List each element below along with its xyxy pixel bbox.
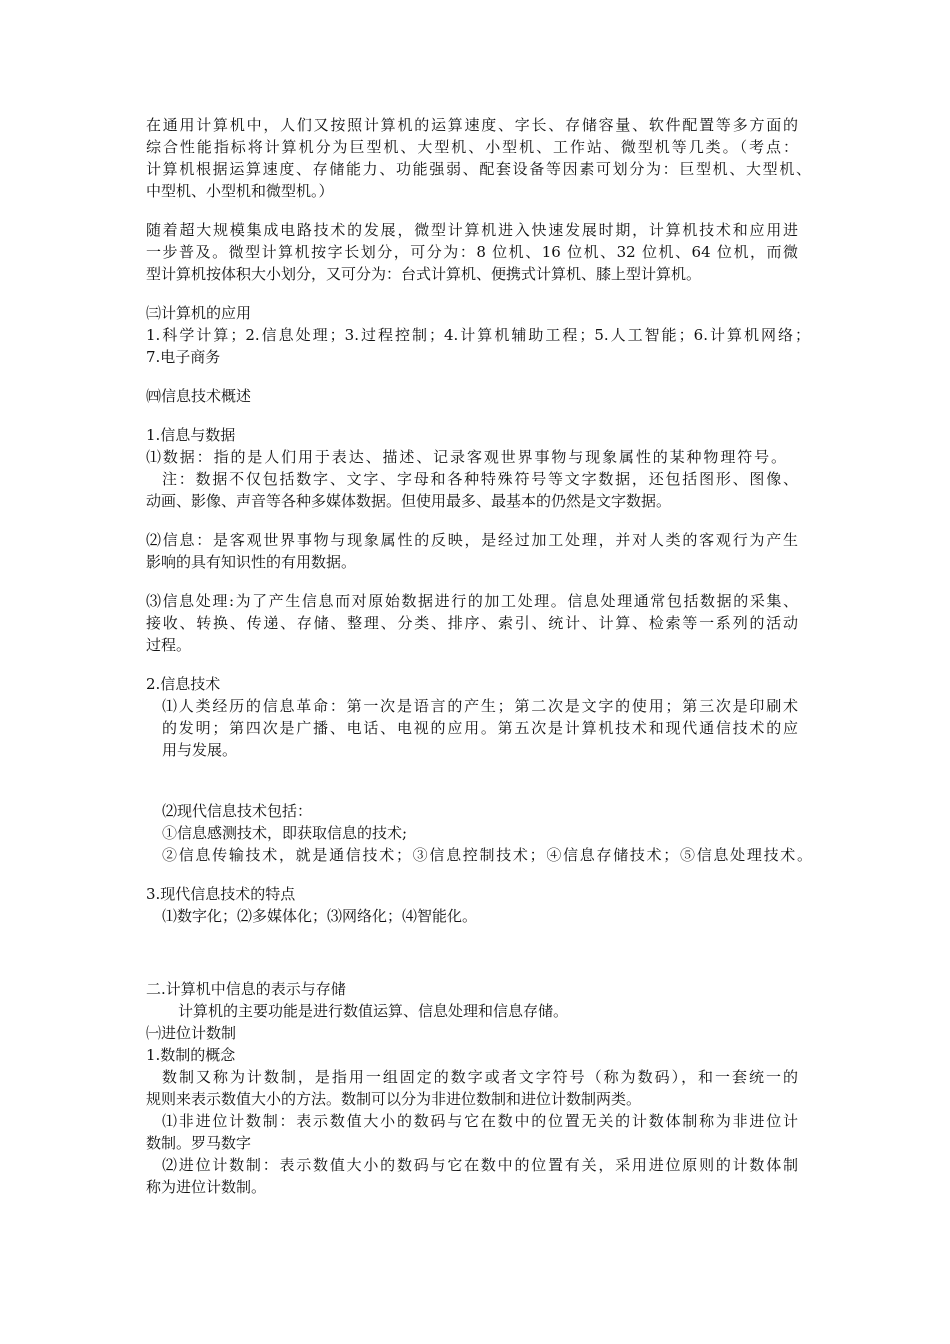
text-line: 中型机、小型机和微型机。） <box>146 182 334 200</box>
subsection-heading: 2.信息技术 <box>146 675 221 693</box>
text-line: 用与发展。 <box>162 741 238 759</box>
subsection-heading: 1.数制的概念 <box>146 1046 236 1064</box>
text-line: 注：数据不仅包括数字、文字、字母和各种特殊符号等文字数据，还包括图形、图像、 <box>162 470 798 488</box>
section-heading: ㈠进位计数制 <box>146 1024 237 1042</box>
text-line: 影响的具有知识性的有用数据。 <box>146 553 357 571</box>
text-line: ⑶信息处理:为了产生信息而对原始数据进行的加工处理。信息处理通常包括数据的采集、 <box>146 592 798 610</box>
text-line: ⑵信息：是客观世界事物与现象属性的反映，是经过加工处理，并对人类的客观行为产生 <box>146 531 798 549</box>
text-line: 随着超大规模集成电路技术的发展，微型计算机进入快速发展时期，计算机技术和应用进 <box>146 221 798 239</box>
text-line: 的发明；第四次是广播、电话、电视的应用。第五次是计算机技术和现代通信技术的应 <box>162 719 798 737</box>
text-line: 在通用计算机中，人们又按照计算机的运算速度、字长、存储容量、软件配置等多方面的 <box>146 116 798 134</box>
subsection-heading: 1.信息与数据 <box>146 426 236 444</box>
text-line: ⑴数据：指的是人们用于表达、描述、记录客观世界事物与现象属性的某种物理符号。 <box>146 448 786 466</box>
text-line: 7.电子商务 <box>146 348 221 366</box>
text-line: 数制又称为计数制，是指用一组固定的数字或者文字符号（称为数码），和一套统一的 <box>162 1068 798 1086</box>
subsection-heading: 3.现代信息技术的特点 <box>146 885 296 903</box>
text-line: 计算机的主要功能是进行数值运算、信息处理和信息存储。 <box>178 1002 569 1020</box>
text-line: 接收、转换、传递、存储、整理、分类、排序、索引、统计、计算、检索等一系列的活动 <box>146 614 798 632</box>
text-line: 称为进位计数制。 <box>146 1178 267 1196</box>
text-line: 计算机根据运算速度、存储能力、功能强弱、配套设备等因素可划分为：巨型机、大型机、 <box>146 160 811 178</box>
text-line: 过程。 <box>146 636 192 654</box>
text-line: 动画、影像、声音等各种多媒体数据。但使用最多、最基本的仍然是文字数据。 <box>146 492 672 510</box>
text-line: ⑵现代信息技术包括： <box>162 802 313 820</box>
text-line: ⑴非进位计数制：表示数值大小的数码与它在数中的位置无关的计数体制称为非进位计 <box>162 1112 798 1130</box>
text-line: ①信息感测技术，即获取信息的技术; <box>162 824 408 842</box>
text-line: 综合性能指标将计算机分为巨型机、大型机、小型机、工作站、微型机等几类。（考点： <box>146 138 798 156</box>
section-heading: ㈣信息技术概述 <box>146 387 252 405</box>
text-line: ⑴人类经历的信息革命：第一次是语言的产生；第二次是文字的使用；第三次是印刷术 <box>162 697 798 715</box>
text-line: 型计算机按体积大小划分，又可分为：台式计算机、便携式计算机、膝上型计算机。 <box>146 265 702 283</box>
text-line: ②信息传输技术，就是通信技术；③信息控制技术；④信息存储技术；⑤信息处理技术。 <box>162 846 812 864</box>
text-line: ⑴数字化；⑵多媒体化；⑶网络化；⑷智能化。 <box>162 907 478 925</box>
section-heading: ㈢计算机的应用 <box>146 304 252 322</box>
text-line: 数制。罗马数字 <box>146 1134 252 1152</box>
text-line: 规则来表示数值大小的方法。数制可以分为非进位数制和进位计数制两类。 <box>146 1090 642 1108</box>
chapter-heading: 二.计算机中信息的表示与存储 <box>146 980 346 998</box>
text-line: ⑵进位计数制：表示数值大小的数码与它在数中的位置有关，采用进位原则的计数体制 <box>162 1156 798 1174</box>
text-line: 一步普及。微型计算机按字长划分，可分为：8 位机、16 位机、32 位机、64 位机，而微 <box>146 243 798 261</box>
text-line: 1.科学计算；2.信息处理；3.过程控制；4.计算机辅助工程；5.人工智能；6.计算机网络； <box>146 326 810 344</box>
